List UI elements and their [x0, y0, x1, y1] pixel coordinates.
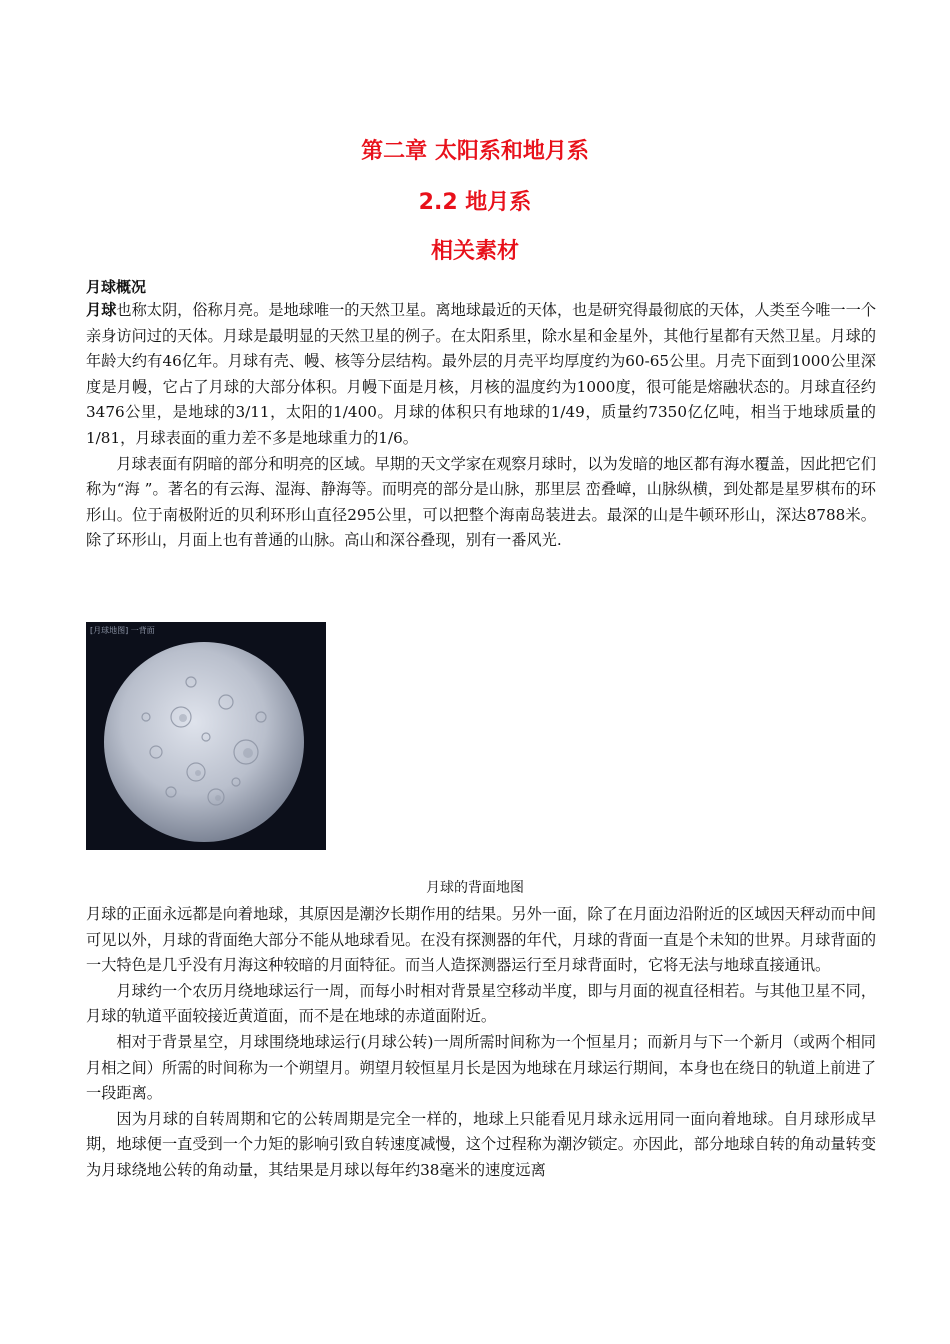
subtitle: 相关素材 [430, 239, 519, 264]
figure-caption: 月球的背面地图 [426, 880, 524, 896]
chapter-title: 第二章 太阳系和地月系 [361, 139, 589, 164]
paragraph-text: 也称太阴，俗称月亮。是地球唯一的天然卫星。离地球最近的天体，也是研究得最彻底的天体，人类至今唯一一个亲身访问过的天体。月球是最明显的天然卫星的例子。在太阳系里，除水星和金星外，其他行星都有天然卫星。月球的年龄大约有46亿年。月球有壳、幔、核等分层结构。最外层的月壳平均厚度约为60-65公里。月壳下面到1000公里深度是月幔，它占了月球的大部分体积。月幔下面是月核，月核的温度约为1000度，很可能是熔融状态的。月球直径约3476公里，是地球的3/11，太阳的1/400。月球的体积只有地球的1/49，质量约7350亿亿吨，相当于地球质量的1/81，月球表面的重力差不多是地球重力的1/6。 [86, 301, 877, 447]
paragraph: 月球表面有阴暗的部分和明亮的区域。早期的天文学家在观察月球时，以为发暗的地区都有海水覆盖，因此把它们称为“海 ”。著名的有云海、湿海、静海等。而明亮的部分是山脉，那里层 峦叠嶂，山脉纵横，到处都是星罗棋布的环形山。位于南极附近的贝利环形山直径295公里，可以把整个海南岛装进去。最深的山是牛顿环形山，深达8788米。除了环形山，月面上也有普通的山脉。高山和深谷叠现，别有一番风光. [86, 454, 876, 550]
paragraph: 相对于背景星空，月球围绕地球运行(月球公转)一周所需时间称为一个恒星月；而新月与下一个新月（或两个相同月相之间）所需的时间称为一个朔望月。朔望月较恒星月长是因为地球在月球运行期间，本身也在绕日的轨道上前进了一段距离。 [86, 1032, 876, 1103]
lead-term: 月球 [86, 301, 117, 319]
paragraph: 因为月球的自转周期和它的公转周期是完全一样的，地球上只能看见月球永远用同一面向着地球。自月球形成早期，地球便一直受到一个力矩的影响引致自转速度减慢，这个过程称为潮汐锁定。亦因此，部分地球自转的角动量转变为月球绕地公转的角动量，其结果是月球以每年约38毫米的速度远离 [86, 1109, 876, 1179]
section-heading: 月球概况 [86, 278, 147, 296]
paragraph: 月球约一个农历月绕地球运行一周，而每小时相对背景星空移动半度，即与月面的视直径相若。与其他卫星不同，月球的轨道平面较接近黄道面，而不是在地球的赤道面附近。 [86, 981, 876, 1026]
moon-map-image [86, 622, 326, 850]
paragraph [86, 298, 876, 452]
intro-text-block [86, 298, 876, 554]
paragraph: 月球的正面永远都是向着地球，其原因是潮汐长期作用的结果。另外一面，除了在月面边沿附近的区域因天秤动而中间可见以外，月球的背面绝大部分不能从地球看见。在没有探测器的年代，月球的背面一直是个未知的世界。月球背面的一大特色是几乎没有月海这种较暗的月面特征。而当人造探测器运行至月球背面时，它将无法与地球直接通讯。 [86, 905, 876, 975]
farside-text-block [86, 902, 876, 1184]
figure-inset-label: [月球地图] 一背面 [90, 626, 155, 635]
moon-illustration [86, 622, 326, 850]
section-title: 2.2 地月系 [418, 190, 532, 215]
